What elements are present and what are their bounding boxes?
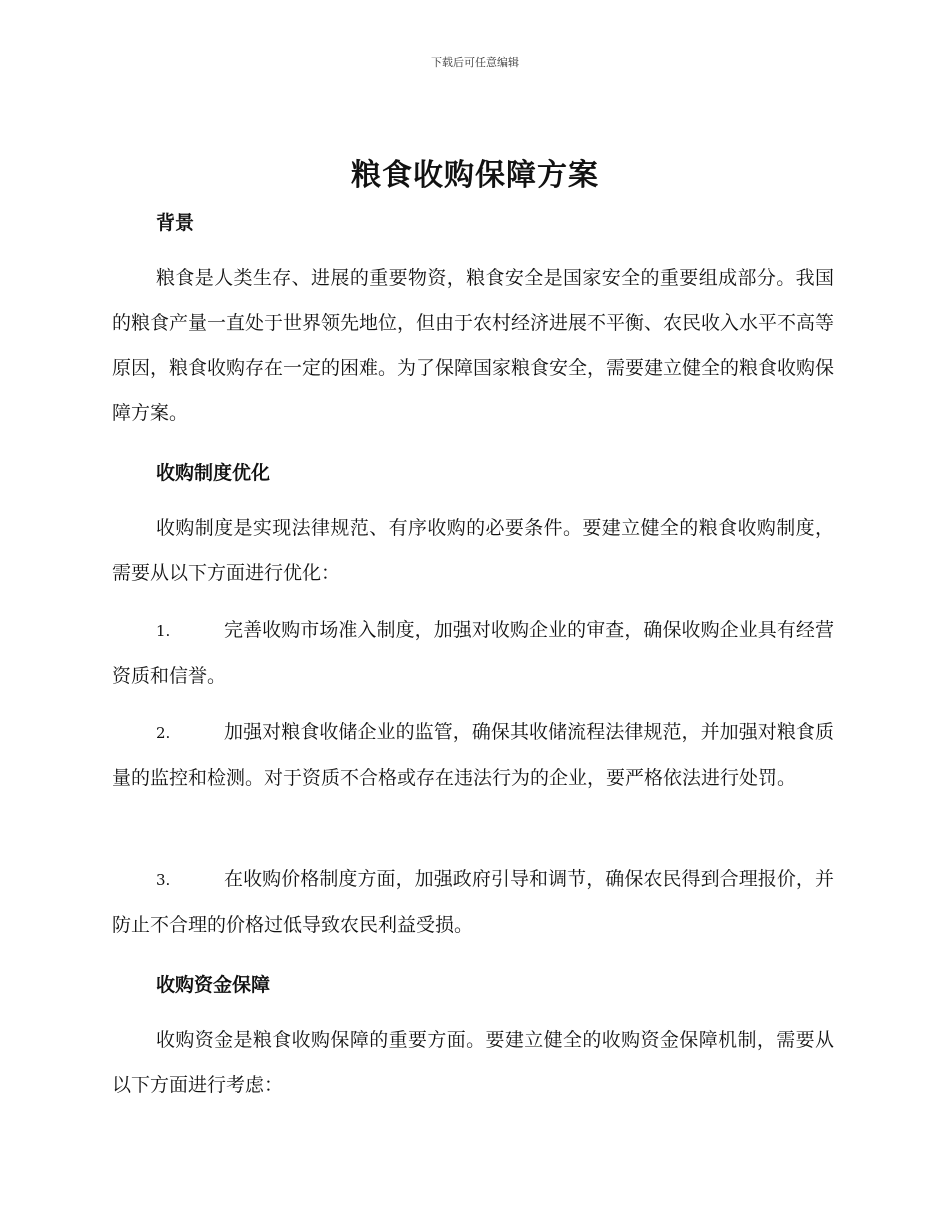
page-header: 下载后可任意编辑 <box>431 56 519 69</box>
list-item-text: 完善收购市场准入制度，加强对收购企业的审查，确保收购企业具有经营资质和信誉。 <box>112 619 834 687</box>
document-title: 粮食收购保障方案 <box>351 158 599 193</box>
list-item <box>112 710 834 801</box>
list-item-text: 在收购价格制度方面，加强政府引导和调节，确保农民得到合理报价，并防止不合理的价格过低导致农民利益受损。 <box>112 868 834 936</box>
section-heading-system: 收购制度优化 <box>156 462 271 484</box>
list-item-text: 加强对粮食收储企业的监管，确保其收储流程法律规范，并加强对粮食质量的监控和检测。对于资质不合格或存在违法行为的企业，要严格依法进行处罚。 <box>112 721 834 789</box>
system-intro-paragraph: 收购制度是实现法律规范、有序收购的必要条件。要建立健全的粮食收购制度，需要从以下方面进行优化： <box>112 517 834 584</box>
funding-paragraph: 收购资金是粮食收购保障的重要方面。要建立健全的收购资金保障机制，需要从以下方面进行考虑： <box>112 1029 834 1096</box>
list-item <box>112 608 834 699</box>
list-item-number: 1. <box>156 622 171 640</box>
section-heading-background: 背景 <box>156 212 195 234</box>
list-item <box>112 857 834 948</box>
background-paragraph: 粮食是人类生存、进展的重要物资，粮食安全是国家安全的重要组成部分。我国的粮食产量一直处于世界领先地位，但由于农村经济进展不平衡、农民收入水平不高等原因，粮食收购存在一定的困难。为了保障国家粮食安全，需要建立健全的粮食收购保障方案。 <box>112 267 835 424</box>
list-item-number: 2. <box>156 724 171 742</box>
list-item-number: 3. <box>156 871 171 889</box>
section-heading-funding: 收购资金保障 <box>156 974 271 996</box>
